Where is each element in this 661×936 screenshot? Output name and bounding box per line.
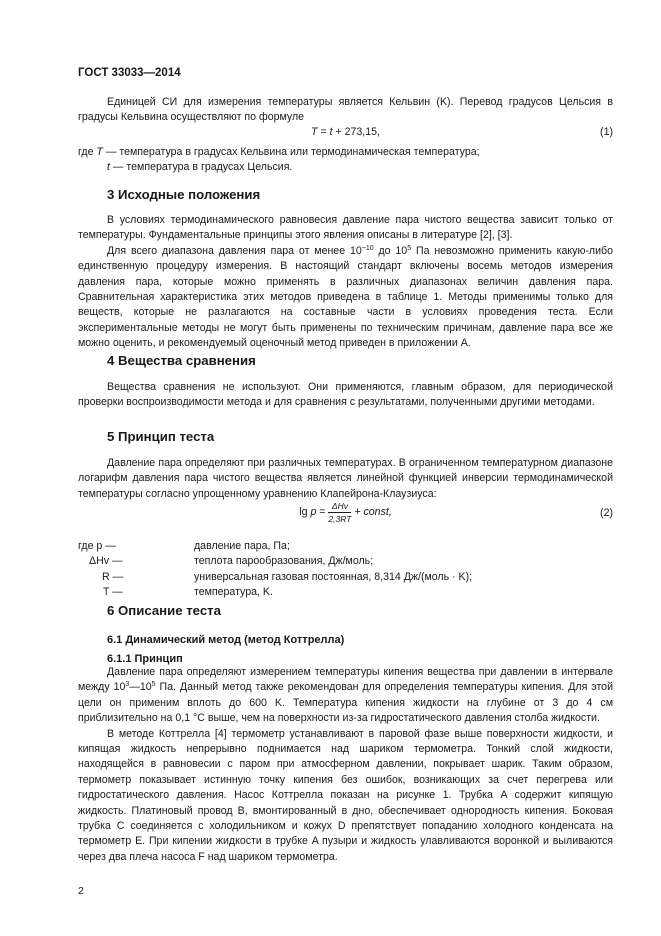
document-header: ГОСТ 33033—2014 (78, 67, 181, 79)
section-6-body: Давление пара определяют измерением температуры кипения вещества при давлении в интервале между $10^3—10^5$ Па. Данный метод также рекомендован для определения температуры кипения. Для этой цели он применим вплоть до 600 K. Температура кипения жидкости на глубине от 3 до 4 см приблизительно на 0,1 °C выше, чем на поверхности из-за гидростатического давления столба жидкости. В методе Коттрелла [4] термометр устанавливают в паровой фазе выше поверхности жидкости, и кипящая жидкость непрерывно поднимается над шариком термометра. Тонкий слой жидкости, находящейся в равновесии с паром при атмосферном давлении, покрывает шарик. Таким образом, термометр показывает истинную точку кипения без ошибок, возникающих за счет перегрева или гидростатического давления. Насос Коттрелла показан на рисунке 1. Трубка A содержит кипящую жидкость. Платиновый провод B, вмонтированный в дно, обеспечивает однородность кипения. Боковая трубка C соединяется с холодильником и кожух D препятствует попаданию холодного конденсата на термометр E. При кипении жидкости в трубке A пузыри и жидкость улавливаются воронкой и выливаются через два плеча насоса F над шариком термометра. (78, 666, 613, 863)
section-6-heading: 6 Описание теста (107, 603, 221, 618)
page-number: 2 (78, 885, 84, 897)
legend-row: R — универсальная газовая постоянная, 8,314 Дж/(моль · K); (102, 570, 473, 583)
formula-2: lg p = $\frac{\text{ΔHv}}{2,3RT}$ + const, (2) (299, 501, 613, 524)
equation-number: (1) (600, 126, 613, 138)
section-5-body: Давление пара определяют при различных температурах. В ограниченном температурном диапазоне логарифм давления пара чистого вещества является линейной функцией инверсии термодинамической температуры согласно упрощенному уравнению Клапейрона-Клаузиуса: (78, 457, 613, 500)
section-3-heading: 3 Исходные положения (107, 187, 261, 202)
subsection-6-1-heading: 6.1 Динамический метод (метод Коттрелла) (107, 634, 345, 646)
section-4-heading: 4 Вещества сравнения (107, 353, 256, 368)
formula-1: T = t + 273,15, (1) (311, 126, 613, 138)
legend-row: где p — давление пара, Па; (78, 540, 290, 552)
formula-2-legend (78, 539, 613, 601)
section-3-body: В условиях термодинамического равновесия давление пара чистого вещества зависит только от температуры. Фундаментальные принципы этого явления описаны в литературе [2], [3]. Для всего диапазона давления пара от менее $10^{-10}$ до $10^5$ Па невозможно применить какую-либо единственную процедуру измерения. В настоящий стандарт включены восемь методов измерения давления пара, которые можно применять в различных диапазонах величин давления пара. Сравнительная характеристика этих методов приведена в таблице 1. Методы применимы только для веществ, которые не разлагаются на составные части в условиях проведения теста. Если экспериментальные методы не могут быть применены по техническим причинам, давление пара все же можно оценить, и рекомендуемый оценочный метод приведен в приложении А. (78, 214, 613, 350)
equation-number: (2) (600, 507, 613, 519)
intro-paragraph: Единицей СИ для измерения температуры является Кельвин (K). Перевод градусов Цельсия в градусы Кельвина осуществляют по формуле (78, 96, 613, 124)
legend-row: T — температура, K. (103, 586, 273, 599)
formula-1-legend: где T — температура в градусах Кельвина или термодинамическая температура; t — температура в градусах Цельсия. (78, 146, 480, 174)
subsection-6-1-1-heading: 6.1.1 Принцип (107, 653, 183, 665)
section-4-body: Вещества сравнения не используют. Они применяются, главным образом, для периодической проверки воспроизводимости метода и для сравнения с результатами, полученными другими методами. (78, 381, 613, 409)
section-5-heading: 5 Принцип теста (107, 429, 215, 444)
legend-row: ΔHv — теплота парообразования, Дж/моль; (89, 555, 374, 568)
